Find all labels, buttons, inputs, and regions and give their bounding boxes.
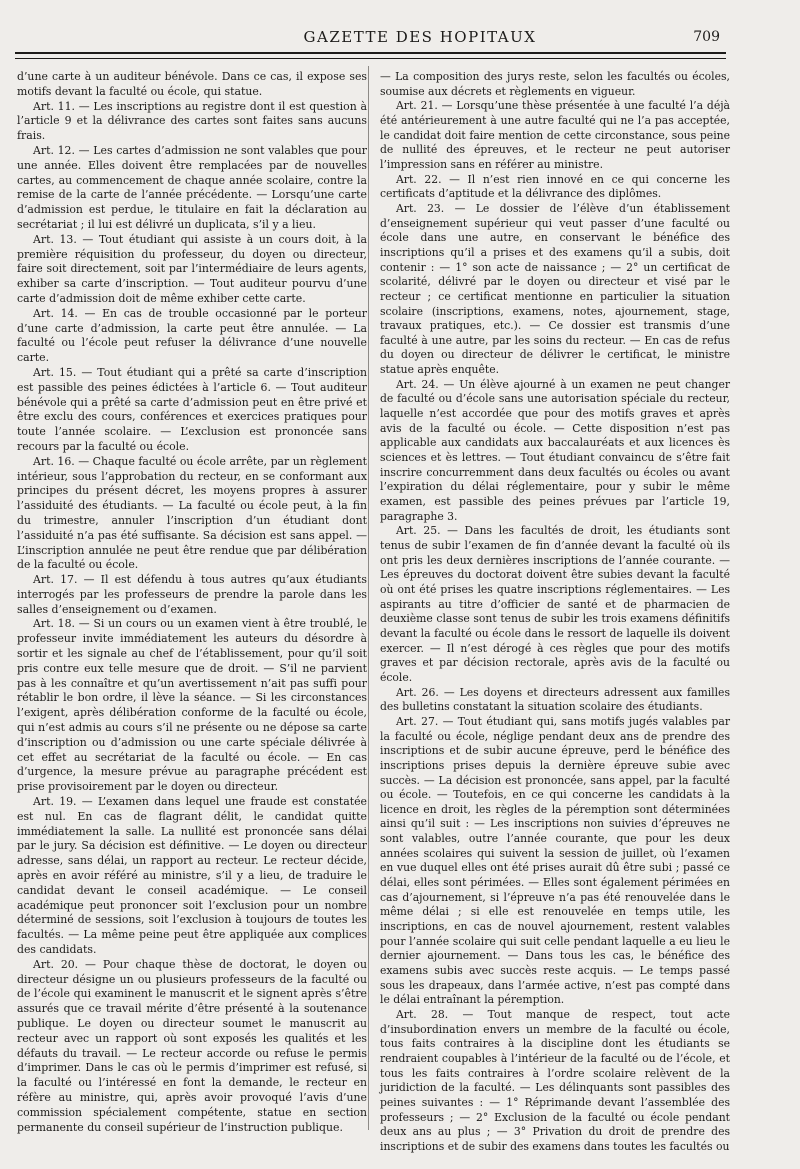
column-separator: [368, 66, 369, 1130]
right-column: [380, 70, 730, 1155]
article-17: Art. 17. — Il est défendu à tous autres qu’aux étudiants interrogés par les professeurs de prendre la parole dans les salles d’enseignement ou d’examen.: [17, 573, 367, 616]
publication-title: GAZETTE DES HOPITAUX: [303, 28, 537, 46]
page-header: [120, 28, 720, 48]
paragraph: d’une carte à un auditeur bénévole. Dans ce cas, il expose ses motifs devant la faculté ou école, qui statue.: [17, 70, 367, 98]
header-rule-thin: [15, 58, 726, 59]
article-18: Art. 18. — Si un cours ou un examen vient à être troublé, le professeur invite immédiatement les auteurs du désordre à sortir et les signale au chef de l’établissement, pour qu’il soit pris contre eux telle mesure que de droit. — S’il ne parvient pas à les connaître et qu’un avertissement n’ait pas suffi pour rétablir le bon ordre, il lève la séance. — Si les circonstances l’exigent, après délibération conforme de la faculté ou école, qui n’est admis au cours s’il ne présente ou ne dépose sa carte d’inscription ou d’admission ou une carte spéciale délivrée à cet effet au secrétariat de la faculté ou école. — En cas d’urgence, la mesure prévue au paragraphe précédent est prise provisoirement par le doyen ou directeur.: [17, 617, 367, 794]
article-19: Art. 19. — L’examen dans lequel une fraude est constatée est nul. En cas de flagrant délit, le candidat quitte immédiatement la salle. La nullité est prononcée sans délai par le jury. Sa décision est définitive. — Le doyen ou directeur adresse, sans délai, un rapport au recteur. Le recteur décide, après en avoir référé au ministre, s’il y a lieu, de traduire le candidat devant le conseil académique. — Le conseil académique peut prononcer soit l’exclusion pour un nombre déterminé de sessions, soit l’exclusion à toujours de toutes les facultés. — La même peine peut être appliquée aux complices des candidats.: [17, 795, 367, 957]
article-14: Art. 14. — En cas de trouble occasionné par le porteur d’une carte d’admission, la carte peut être annulée. — La faculté ou l’école peut refuser la délivrance d’une nouvelle carte.: [17, 306, 367, 365]
page-number: 709: [693, 29, 720, 45]
article-25: Art. 25. — Dans les facultés de droit, les étudiants sont tenus de subir l’examen de fin d’année devant la faculté où ils ont pris les deux dernières inscriptions de l’année courante. — Les épreuves du doctorat doivent être subies devant la faculté où ont été prises les quatre inscriptions réglementaires. — Les aspirants au titre d’officier de santé et de pharmacien de deuxième classe sont tenus de subir les trois examens définitifs devant la faculté ou école dans le ressort de laquelle ils doivent exercer. — Il n’est dérogé à ces règles que pour des motifs graves et par décision rectorale, après avis de la faculté ou école.: [380, 524, 730, 684]
article-13: Art. 13. — Tout étudiant qui assiste à un cours doit, à la première réquisition du professeur, du doyen ou directeur, faire soit directement, soit par l’intermédiaire de leurs agents, exhiber sa carte d’inscription. — Tout auditeur pourvu d’une carte d’admission doit de même exhiber cette carte.: [17, 232, 367, 305]
article-20: Art. 20. — Pour chaque thèse de doctorat, le doyen ou directeur désigne un ou plusieurs professeurs de la faculté ou de l’école qui examinent le manuscrit et le signent après s’être assurés que ce travail mérite d’être présenté à la soutenance publique. Le doyen ou directeur soumet le manuscrit au recteur avec un rapport où sont exposés les qualités et les défauts du travail. — Le recteur accorde ou refuse le permis d’imprimer. Dans le cas où le permis d’imprimer est refusé, si la faculté ou l’intéressé en font la demande, le recteur en réfère au ministre, qui, après avoir provoqué l’avis d’une commission spécialement compétente, statue en section permanente du conseil supérieur de l’instruction publique.: [17, 957, 367, 1134]
header-rule-thick: [15, 52, 726, 54]
article-28: Art. 28. — Tout manque de respect, tout acte d’insubordination envers un membre de la faculté ou école, tous faits contraires à la discipline dont les étudiants se rendraient coupables à l’intérieur de la faculté ou de l’école, et tous les faits contraires à l’ordre scolaire relèvent de la juridiction de la faculté. — Les délinquants sont passibles des peines suivantes : — 1° Réprimande devant l’assemblée des professeurs ; — 2° Exclusion de la faculté ou école pendant deux ans au plus ; — 3° Privation du droit de prendre des inscriptions et de subir des examens dans toutes les facultés ou: [380, 1008, 730, 1153]
article-21: Art. 21. — Lorsqu’une thèse présentée à une faculté l’a déjà été antérieurement à une autre faculté qui ne l’a pas acceptée, le candidat doit faire mention de cette circonstance, sous peine de nullité des épreuves, et le recteur ne peut autoriser l’impression sans en référer au ministre.: [380, 99, 730, 171]
paragraph: — La composition des jurys reste, selon les facultés ou écoles, soumise aux décrets et règlements en vigueur.: [380, 70, 730, 98]
article-22: Art. 22. — Il n’est rien innové en ce qui concerne les certificats d’aptitude et la délivrance des diplômes.: [380, 172, 730, 201]
article-16: Art. 16. — Chaque faculté ou école arrête, par un règlement intérieur, sous l’approbation du recteur, en se conformant aux principes du présent décret, les moyens propres à assurer l’assiduité des étudiants. — La faculté ou école peut, à la fin du trimestre, annuler l’inscription d’un étudiant dont l’assiduité n’a pas été suffisante. Sa décision est sans appel. — L’inscription annulée ne peut être rendue que par délibération de la faculté ou école.: [17, 454, 367, 572]
article-23: Art. 23. — Le dossier de l’élève d’un établissement d’enseignement supérieur qui veut passer d’une faculté ou école dans une autre, en conservant le bénéfice des inscriptions qu’il a prises et des examens qu’il a subis, doit contenir : — 1° son acte de naissance ; — 2° un certificat de scolarité, délivré par le doyen ou directeur et visé par le recteur ; ce certificat mentionne en particulier la situation scolaire (inscriptions, examens, notes, ajournement, stage, travaux pratiques, etc.). — Ce dossier est transmis d’une faculté à une autre, par les soins du recteur. — En cas de refus du doyen ou directeur de délivrer le certificat, le ministre statue après enquête.: [380, 201, 730, 377]
left-column: [17, 70, 367, 1135]
article-27: Art. 27. — Tout étudiant qui, sans motifs jugés valables par la faculté ou école, néglige pendant deux ans de prendre des inscriptions et de subir aucune épreuve, perd le bénéfice des inscriptions prises depuis la dernière épreuve subie avec succès. — La décision est prononcée, sans appel, par la faculté ou école. — Toutefois, en ce qui concerne les candidats à la licence en droit, les règles de la péremption sont déterminées ainsi qu’il suit : — Les inscriptions non suivies d’épreuves ne sont valables, outre l’année courante, que pour les deux années scolaires qui suivent la session de juillet, où l’examen en vue duquel elles ont été prises aurait dû être subi ; passé ce délai, elles sont périmées. — Elles sont également périmées en cas d’ajournement, si l’épreuve n’a pas été renouvelée dans le même délai ; si elle est renouvelée en temps utile, les inscriptions, en cas de nouvel ajournement, restent valables pour l’année scolaire qui suit celle pendant laquelle a eu lieu le dernier ajournement. — Dans tous les cas, le bénéfice des examens subis avec succès reste acquis. — Le temps passé sous les drapeaux, dans l’armée active, n’est pas compté dans le délai entraînant la péremption.: [380, 714, 730, 1007]
article-11: Art. 11. — Les inscriptions au registre dont il est question à l’article 9 et la délivrance des cartes sont faites sans aucuns frais.: [17, 99, 367, 143]
article-12: Art. 12. — Les cartes d’admission ne sont valables que pour une année. Elles doivent être remplacées par de nouvelles cartes, au commencement de chaque année scolaire, contre la remise de la carte de l’année précédente. — Lorsqu’une carte d’admission est perdue, le titulaire en fait la déclaration au secrétariat ; il lui est délivré un duplicata, s’il y a lieu.: [17, 143, 367, 231]
article-15: Art. 15. — Tout étudiant qui a prêté sa carte d’inscription est passible des peines édictées à l’article 6. — Tout auditeur bénévole qui a prêté sa carte d’admission peut en être privé et être exclu des cours, conférences et exercices pratiques pour toute l’année scolaire. — L’exclusion est prononcée sans recours par la faculté ou école.: [17, 365, 367, 453]
article-24: Art. 24. — Un élève ajourné à un examen ne peut changer de faculté ou d’école sans une autorisation spéciale du recteur, laquelle n’est accordée que pour des motifs graves et après avis de la faculté ou école. — Cette disposition n’est pas applicable aux candidats aux baccalauréats et aux licences ès sciences et ès lettres. — Tout étudiant convaincu de s’être fait inscrire concurremment dans deux facultés ou écoles ou avant l’expiration du délai réglementaire, pour y subir le même examen, est passible des peines prévues par l’article 19, paragraphe 3.: [380, 377, 730, 523]
article-26: Art. 26. — Les doyens et directeurs adressent aux familles des bulletins constatant la situation scolaire des étudiants.: [380, 685, 730, 714]
